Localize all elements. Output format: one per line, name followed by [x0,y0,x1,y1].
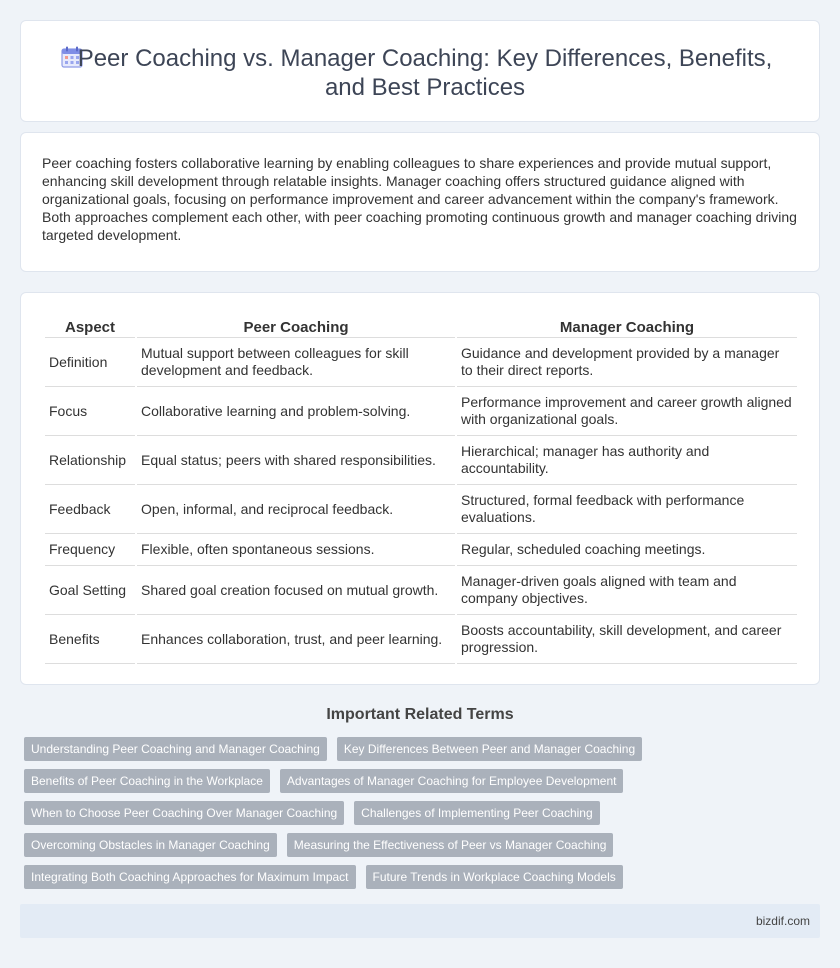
manager-cell: Hierarchical; manager has authority and accountability. [457,436,797,485]
table-row [45,485,797,534]
related-term-tag[interactable]: Understanding Peer Coaching and Manager Coaching [24,737,327,761]
related-term-tag[interactable]: Future Trends in Workplace Coaching Models [366,865,623,889]
manager-cell: Manager-driven goals aligned with team and company objectives. [457,566,797,615]
peer-cell: Open, informal, and reciprocal feedback. [137,485,455,534]
table-row [45,566,797,615]
table-header-row [45,313,797,338]
intro-card [20,132,820,272]
related-term-tag[interactable]: Overcoming Obstacles in Manager Coaching [24,833,277,857]
peer-cell: Flexible, often spontaneous sessions. [137,534,455,566]
aspect-cell: Relationship [45,436,135,485]
peer-cell: Shared goal creation focused on mutual growth. [137,566,455,615]
manager-cell: Structured, formal feedback with performance evaluations. [457,485,797,534]
table-row [45,338,797,387]
aspect-cell: Goal Setting [45,566,135,615]
table-row [45,436,797,485]
related-terms-title: Important Related Terms [326,706,514,723]
page-title: Peer Coaching vs. Manager Coaching: Key Differences, Benefits, and Best Practices [77,45,773,101]
header-aspect: Aspect [45,313,135,338]
related-term-tag[interactable]: Advantages of Manager Coaching for Employee Development [280,769,624,793]
intro-paragraph: Peer coaching fosters collaborative learning by enabling colleagues to share experiences and provide mutual support, enhancing skill development through relatable insights. Manager coaching offers structured guidance aligned with organizational goals, focusing on performance improvement and career advancement within the company's framework. Both approaches complement each other, with peer coaching promoting continuous growth and manager coaching driving targeted development. [42,155,797,243]
aspect-cell: Feedback [45,485,135,534]
aspect-cell: Benefits [45,615,135,664]
related-term-tag[interactable]: When to Choose Peer Coaching Over Manager Coaching [24,801,344,825]
manager-cell: Regular, scheduled coaching meetings. [457,534,797,566]
peer-cell: Equal status; peers with shared responsibilities. [137,436,455,485]
aspect-cell: Frequency [45,534,135,566]
comparison-card [20,292,820,685]
aspect-cell: Definition [45,338,135,387]
comparison-table [43,313,799,664]
peer-cell: Collaborative learning and problem-solving. [137,387,455,436]
related-term-tag[interactable]: Key Differences Between Peer and Manager Coaching [337,737,642,761]
related-terms-list [24,737,804,897]
peer-cell: Enhances collaboration, trust, and peer learning. [137,615,455,664]
aspect-cell: Focus [45,387,135,436]
peer-cell: Mutual support between colleagues for skill development and feedback. [137,338,455,387]
related-term-tag[interactable]: Measuring the Effectiveness of Peer vs Manager Coaching [287,833,614,857]
footer [20,904,820,938]
header-peer-coaching: Peer Coaching [137,313,455,338]
table-row [45,615,797,664]
related-term-tag[interactable]: Benefits of Peer Coaching in the Workplace [24,769,270,793]
footer-site[interactable]: bizdif.com [755,914,810,928]
manager-cell: Performance improvement and career growth aligned with organizational goals. [457,387,797,436]
manager-cell: Boosts accountability, skill development, and career progression. [457,615,797,664]
header-card [20,20,820,122]
header-manager-coaching: Manager Coaching [457,313,797,338]
manager-cell: Guidance and development provided by a manager to their direct reports. [457,338,797,387]
table-row [45,387,797,436]
related-term-tag[interactable]: Integrating Both Coaching Approaches for Maximum Impact [24,865,356,889]
related-term-tag[interactable]: Challenges of Implementing Peer Coaching [354,801,599,825]
table-row [45,534,797,566]
